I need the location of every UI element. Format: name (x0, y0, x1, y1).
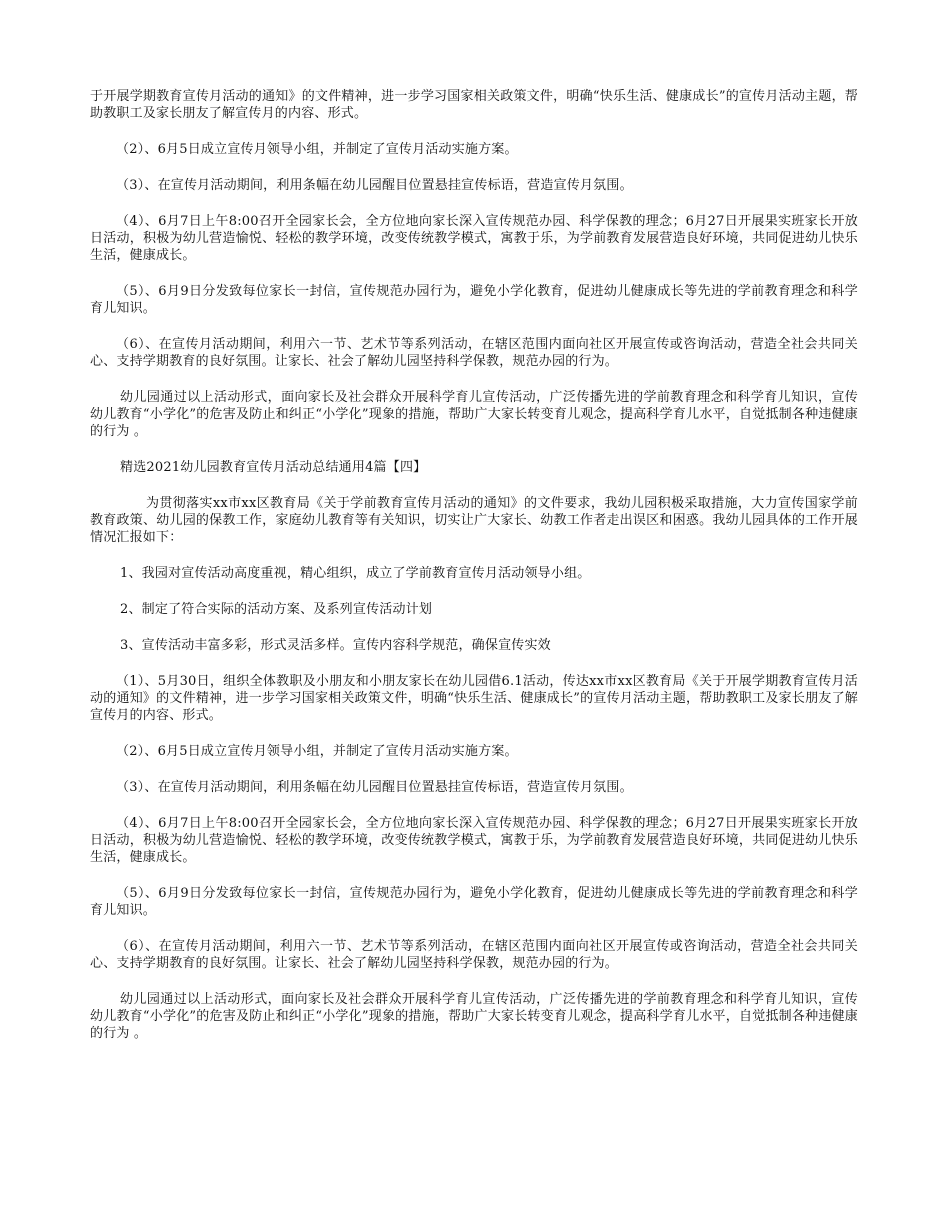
paragraph: （3）、在宣传月活动期间，利用条幅在幼儿园醒目位置悬挂宣传标语，营造宣传月氛围。 (116, 178, 633, 193)
paragraph: （3）、在宣传月活动期间，利用条幅在幼儿园醒目位置悬挂宣传标语，营造宣传月氛围。 (116, 780, 633, 795)
paragraph: （1）、5月30日，组织全体教职及小朋友和小朋友家长在幼儿园借6.1活动，传达xx市xx区教育局《关于开展学期教育宣传月活动的通知》的文件精神，进一步学习国家相关政策文件，明确“快乐生活、健康成长”的宣传月活动主题，帮助教职工及家长朋友了解宣传月的内容、形式。 (90, 674, 858, 723)
paragraph: （2）、6月5日成立宣传月领导小组，并制定了宣传月活动实施方案。 (116, 744, 518, 759)
paragraph: （5）、6月9日分发致每位家长一封信，宣传规范办园行为，避免小学化教育，促进幼儿健康成长等先进的学前教育理念和科学育儿知识。 (90, 886, 858, 918)
document-body (90, 88, 858, 1061)
paragraph: （5）、6月9日分发致每位家长一封信，宣传规范办园行为，避免小学化教育，促进幼儿健康成长等先进的学前教育理念和科学育儿知识。 (90, 284, 858, 316)
paragraph: 幼儿园通过以上活动形式，面向家长及社会群众开展科学育儿宣传活动，广泛传播先进的学前教育理念和科学育儿知识，宣传幼儿教育“小学化”的危害及防止和纠正“小学化”现象的措施，帮助广大家长转变育儿观念，提高科学育儿水平，自觉抵制各种违健康的行为 。 (90, 992, 858, 1041)
paragraph: 幼儿园通过以上活动形式，面向家长及社会群众开展科学育儿宣传活动，广泛传播先进的学前教育理念和科学育儿知识，宣传幼儿教育“小学化”的危害及防止和纠正“小学化”现象的措施，帮助广大家长转变育儿观念，提高科学育儿水平，自觉抵制各种违健康的行为 。 (90, 390, 858, 439)
paragraph: （4）、6月7日上午8:00召开全园家长会，全方位地向家长深入宣传规范办园、科学保教的理念；6月27日开展果实班家长开放日活动，积极为幼儿营造愉悦、轻松的教学环境，改变传统教学模式，寓教于乐，为学前教育发展营造良好环境，共同促进幼儿快乐生活，健康成长。 (90, 214, 858, 263)
list-item: 2、制定了符合实际的活动方案、及系列宣传活动计划 (120, 602, 433, 617)
section-heading: 精选2021幼儿园教育宣传月活动总结通用4篇【四】 (120, 460, 427, 475)
list-item: 3、宣传活动丰富多彩，形式灵活多样。宣传内容科学规范，确保宣传实效 (120, 638, 551, 653)
paragraph: （4）、6月7日上午8:00召开全园家长会，全方位地向家长深入宣传规范办园、科学保教的理念；6月27日开展果实班家长开放日活动，积极为幼儿营造愉悦、轻松的教学环境，改变传统教学模式，寓教于乐，为学前教育发展营造良好环境，共同促进幼儿快乐生活，健康成长。 (90, 816, 858, 865)
paragraph: 于开展学期教育宣传月活动的通知》的文件精神，进一步学习国家相关政策文件，明确“快乐生活、健康成长”的宣传月活动主题，帮助教职工及家长朋友了解宣传月的内容、形式。 (90, 89, 858, 121)
list-item: 1、我园对宣传活动高度重视，精心组织，成立了学前教育宣传月活动领导小组。 (120, 566, 591, 581)
paragraph: （6）、在宣传月活动期间，利用六一节、艺术节等系列活动，在辖区范围内面向社区开展宣传或咨询活动，营造全社会共同关心、支持学期教育的良好氛围。让家长、社会了解幼儿园坚持科学保教，规范办园的行为。 (90, 337, 858, 369)
paragraph: （6）、在宣传月活动期间，利用六一节、艺术节等系列活动，在辖区范围内面向社区开展宣传或咨询活动，营造全社会共同关心、支持学期教育的良好氛围。让家长、社会了解幼儿园坚持科学保教，规范办园的行为。 (90, 939, 858, 971)
paragraph: 为贯彻落实xx市xx区教育局《关于学前教育宣传月活动的通知》的文件要求，我幼儿园积极采取措施，大力宣传国家学前教育政策、幼儿园的保教工作，家庭幼儿教育等有关知识，切实让广大家长、幼教工作者走出误区和困惑。我幼儿园具体的工作开展情况汇报如下： (90, 496, 858, 545)
paragraph: （2）、6月5日成立宣传月领导小组，并制定了宣传月活动实施方案。 (116, 142, 518, 157)
